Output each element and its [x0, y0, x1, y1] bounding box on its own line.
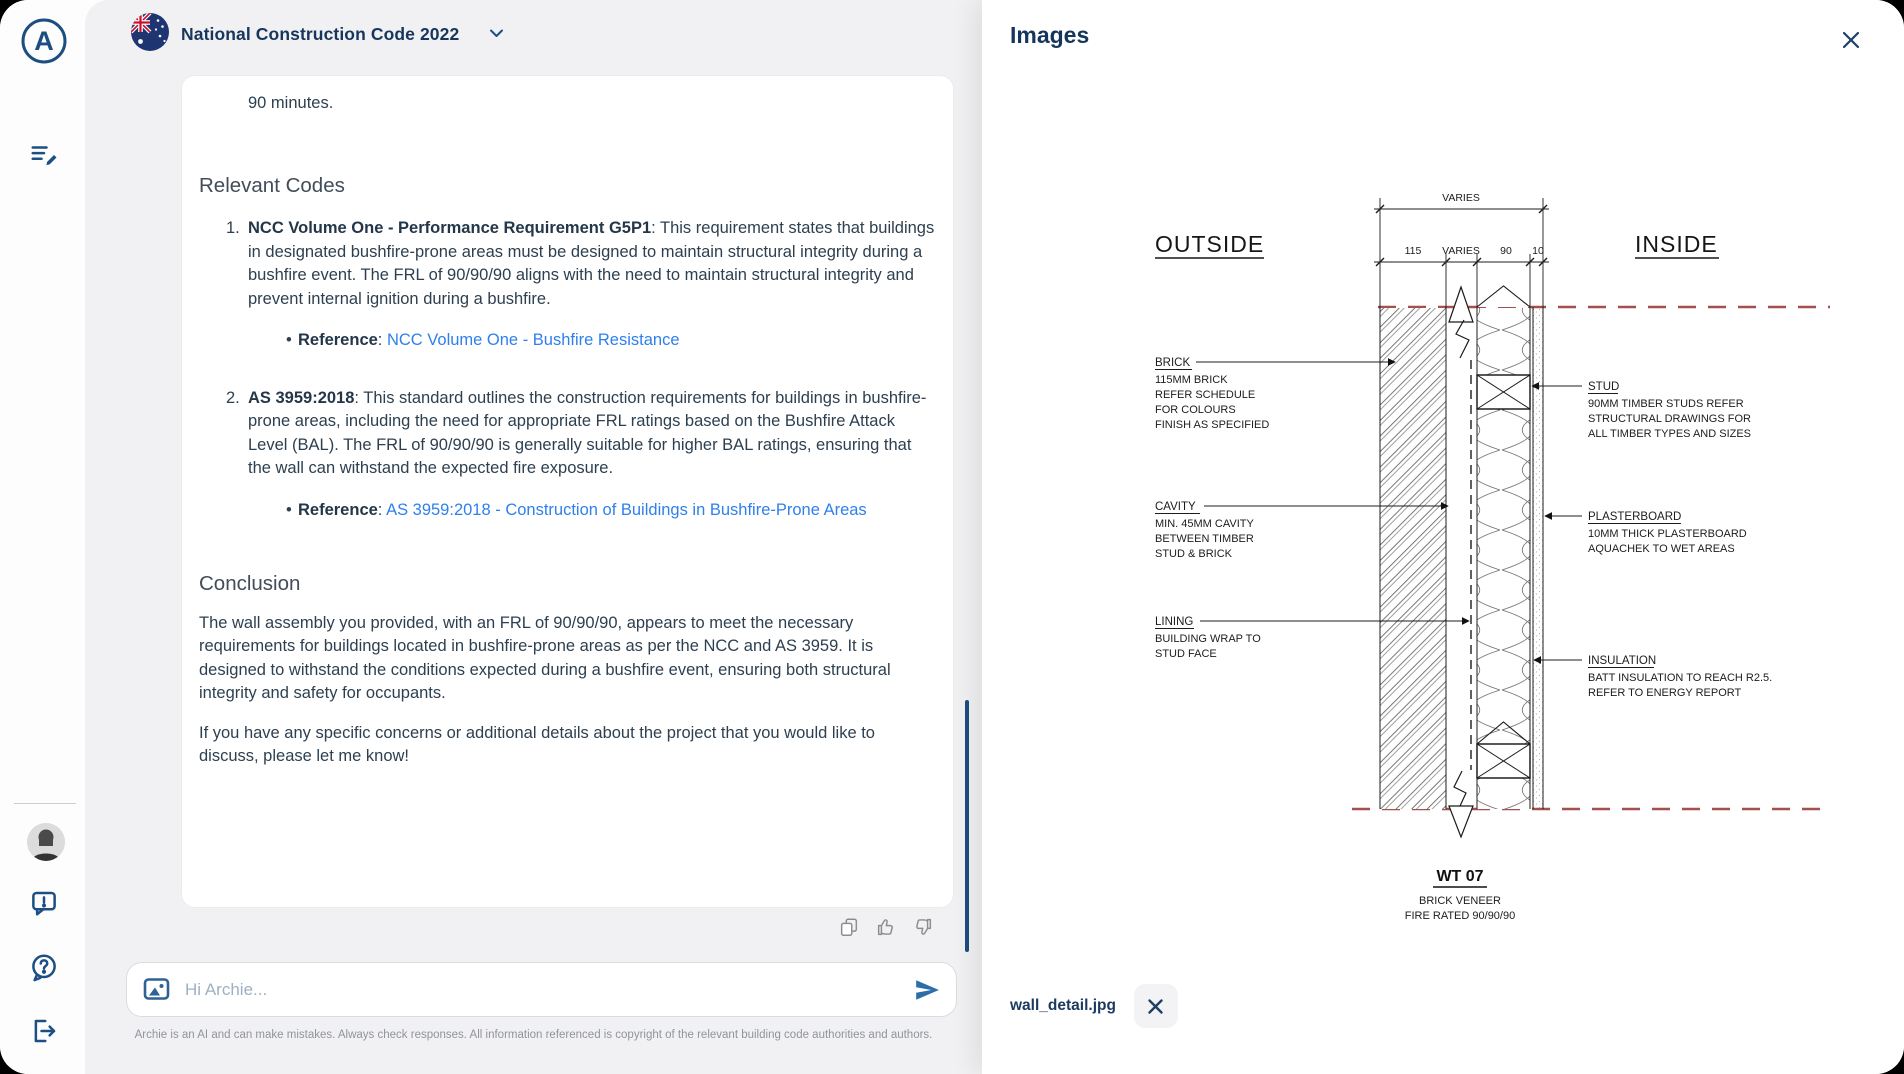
svg-text:INSULATION: INSULATION	[1588, 655, 1657, 667]
item-text: : This standard outlines the construction requirements for buildings in bushfire-prone areas, including the need for appropriate FRL ratings based on the Bushfire Attack Level (BAL). The FRL of 90/90/90 is generally suitable for higher BAL ratings, ensuring that the wall can withstand the expected fire exposure.	[248, 388, 927, 477]
wall-fire-rating: FIRE RATED 90/90/90	[1404, 910, 1516, 922]
svg-text:REFER TO ENERGY REPORT: REFER TO ENERGY REPORT	[1588, 687, 1742, 699]
reference-link[interactable]: NCC Volume One - Bushfire Resistance	[386, 331, 680, 349]
outside-label: OUTSIDE	[1155, 231, 1265, 257]
sidebar-divider	[14, 803, 76, 804]
images-panel	[982, 0, 1904, 1074]
message-input-bar	[126, 962, 957, 1017]
item-title: NCC Volume One - Performance Requirement G5P1	[248, 219, 652, 237]
wall-detail-drawing	[1130, 170, 1835, 960]
help-button[interactable]	[28, 952, 60, 984]
svg-text:FOR COLOURS: FOR COLOURS	[1155, 404, 1236, 416]
dim-varies: VARIES	[1442, 245, 1480, 257]
insulation-label	[1588, 655, 1772, 699]
svg-text:FINISH AS SPECIFIED: FINISH AS SPECIFIED	[1155, 419, 1270, 431]
send-button[interactable]	[914, 977, 940, 1003]
file-name: wall_detail.jpg	[1010, 997, 1116, 1014]
lining-label	[1155, 616, 1261, 660]
plasterboard-layer	[1533, 307, 1543, 809]
svg-text:STUD & BRICK: STUD & BRICK	[1155, 548, 1233, 560]
svg-text:BETWEEN TIMBER: BETWEEN TIMBER	[1155, 533, 1254, 545]
svg-text:10MM THICK PLASTERBOARD: 10MM THICK PLASTERBOARD	[1588, 528, 1747, 540]
conclusion-heading: Conclusion	[199, 572, 301, 595]
attached-file-chip	[1010, 984, 1178, 1028]
reference-label: Reference	[298, 500, 378, 519]
svg-text:ALL TIMBER TYPES AND SIZES: ALL TIMBER TYPES AND SIZES	[1588, 428, 1752, 440]
svg-text:115MM BRICK: 115MM BRICK	[1155, 374, 1228, 386]
message-intro: 90 minutes.	[248, 94, 334, 112]
item-title: AS 3959:2018	[248, 388, 355, 407]
ai-disclaimer: Archie is an AI and can make mistakes. Always check responses. All information referenced is copyright of the relevant building code authorities and authors.	[134, 1029, 933, 1041]
relevant-codes-heading: Relevant Codes	[199, 173, 345, 197]
svg-text:AQUACHEK TO WET AREAS: AQUACHEK TO WET AREAS	[1588, 543, 1735, 555]
remove-file-button[interactable]	[1134, 984, 1178, 1028]
svg-text:REFER SCHEDULE: REFER SCHEDULE	[1155, 389, 1256, 401]
svg-text:BATT INSULATION TO REACH R2.5.: BATT INSULATION TO REACH R2.5.	[1588, 672, 1773, 684]
dim-varies-top: VARIES	[1442, 192, 1480, 204]
sidebar	[0, 0, 85, 1074]
images-panel-title: Images	[1010, 22, 1090, 48]
archie-logo-icon	[19, 16, 69, 66]
stud-label	[1588, 381, 1751, 440]
australia-flag-icon	[131, 13, 169, 56]
list-number: 2.	[226, 388, 240, 407]
item-text: : This requirement states that buildings in designated bushfire-prone areas must be designed to maintain structural integrity during a bushfire event. The FRL of 90/90/90 aligns with the need to maintain structural integrity and prevent internal ignition during a bushfire.	[248, 219, 935, 308]
svg-text:CAVITY: CAVITY	[1155, 501, 1196, 513]
dim-115: 115	[1404, 245, 1422, 257]
reference-row	[286, 499, 936, 523]
svg-text:STUD FACE: STUD FACE	[1155, 648, 1217, 660]
dim-90: 90	[1500, 245, 1512, 257]
svg-text:STUD: STUD	[1588, 381, 1620, 393]
list-number: 1.	[226, 219, 240, 237]
thumbs-down-button[interactable]	[911, 916, 935, 940]
document-selector[interactable]	[131, 13, 504, 55]
document-title: National Construction Code 2022	[181, 23, 460, 44]
reference-label: Reference	[298, 331, 378, 349]
plasterboard-label	[1588, 511, 1747, 555]
break-marks	[1449, 287, 1473, 837]
list-item	[226, 217, 936, 353]
stud-bottom	[1477, 744, 1530, 778]
svg-text:BRICK: BRICK	[1155, 357, 1191, 369]
reference-sep: :	[377, 331, 387, 349]
chat-scrollbar[interactable]	[965, 700, 969, 952]
chevron-down-icon	[489, 25, 504, 43]
reference-row	[286, 329, 936, 353]
wall-type-code: WT 07	[1436, 868, 1484, 885]
user-avatar[interactable]	[27, 823, 65, 861]
svg-text:BUILDING WRAP TO: BUILDING WRAP TO	[1155, 633, 1261, 645]
copy-button[interactable]	[837, 916, 861, 940]
brick-label	[1155, 357, 1269, 431]
svg-text:LINING: LINING	[1155, 616, 1194, 628]
attach-image-button[interactable]	[143, 977, 170, 1003]
bullet: •	[286, 500, 292, 519]
dim-10: 10	[1532, 245, 1544, 257]
reference-link[interactable]: AS 3959:2018 - Construction of Buildings in Bushfire-Prone Areas	[386, 500, 867, 519]
svg-text:PLASTERBOARD: PLASTERBOARD	[1588, 511, 1682, 523]
assistant-message	[181, 75, 954, 908]
brick-layer	[1380, 307, 1446, 809]
logout-button[interactable]	[28, 1016, 60, 1048]
list-item	[226, 387, 936, 523]
close-panel-button[interactable]	[1838, 28, 1864, 54]
reference-sep: :	[377, 500, 387, 519]
chat-column	[85, 0, 982, 1074]
conclusion-paragraph: The wall assembly you provided, with an FRL of 90/90/90, appears to meet the necessary requirements for buildings located in bushfire-prone areas as per the NCC and AS 3959. It is designed to withstand the conditions expected during a bushfire event, ensuring both structural integrity and safety for occupants.	[199, 613, 891, 702]
message-actions	[837, 916, 935, 940]
thumbs-up-button[interactable]	[874, 916, 898, 940]
drawing-title-block	[1405, 868, 1515, 922]
new-chat-button[interactable]	[28, 140, 60, 172]
svg-text:MIN. 45MM CAVITY: MIN. 45MM CAVITY	[1155, 518, 1254, 530]
inside-label: INSIDE	[1635, 231, 1718, 257]
wall-type-name: BRICK VENEER	[1419, 895, 1501, 907]
svg-text:90MM TIMBER STUDS REFER: 90MM TIMBER STUDS REFER	[1588, 398, 1744, 410]
stud-top	[1477, 375, 1530, 409]
message-input[interactable]	[183, 979, 914, 1001]
feedback-button[interactable]	[28, 888, 60, 920]
insulation-layer	[1477, 286, 1530, 809]
bullet: •	[286, 331, 292, 349]
closing-paragraph: If you have any specific concerns or additional details about the project that you would like to discuss, please let me know!	[199, 723, 875, 765]
svg-text:STRUCTURAL DRAWINGS FOR: STRUCTURAL DRAWINGS FOR	[1588, 413, 1751, 425]
svg-text:A: A	[34, 26, 54, 56]
cavity-label	[1155, 501, 1254, 560]
